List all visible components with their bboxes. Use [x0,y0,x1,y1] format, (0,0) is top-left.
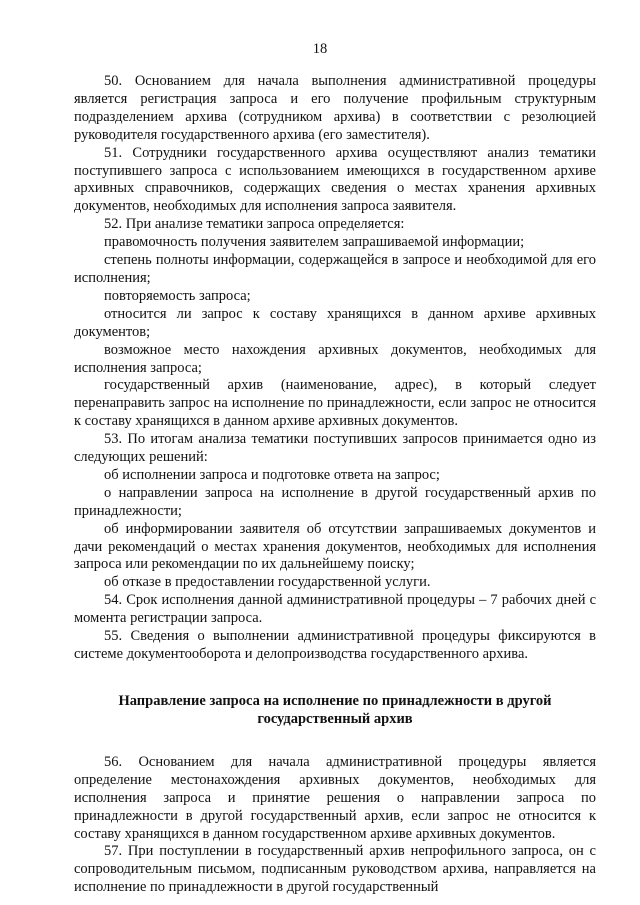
document-body [74,73,596,897]
list-item-53-2: о направлении запроса на исполнение в другой государственный архив по принадлежности; [74,484,596,519]
section-heading: Направление запроса на исполнение по принадлежности в другой государственный архив [118,692,552,727]
list-item-52-5: возможное место нахождения архивных документов, необходимых для исполнения запроса; [74,341,596,376]
list-item-52-6: государственный архив (наименование, адрес), в который следует перенаправить запрос на исполнение по принадлежности, если запрос не относится к составу хранящихся в данном архиве архивных документов. [74,377,596,430]
list-item-53-1: об исполнении запроса и подготовке ответа на запрос; [104,466,440,483]
paragraph-51: 51. Сотрудники государственного архива осуществляют анализ тематики поступившего запроса с использованием имеющихся в государственном архиве архивных справочников, содержащих сведения о местах хранения архивных документов, необходимых для исполнения запроса заявителя. [74,144,596,215]
list-item-52-2: степень полноты информации, содержащейся в запросе и необходимой для его исполнения; [74,252,596,286]
paragraph-53: 53. По итогам анализа тематики поступивших запросов принимается одно из следующих решений: [74,431,596,466]
list-item-52-1: правомочность получения заявителем запрашиваемой информации; [104,234,525,251]
list-item-53-3: об информировании заявителя об отсутствии запрашиваемых документов и дачи рекомендаций о местах хранения документов, необходимых для исполнения запроса или рекомендации по их дальнейшему поиску; [74,520,596,573]
paragraph-55: 55. Сведения о выполнении административной процедуры фиксируются в системе документооборота и делопроизводства государственного архива. [74,628,596,662]
page-number: 18 [312,41,328,57]
paragraph-50: 50. Основанием для начала выполнения административной процедуры является регистрация запроса и его получение профильным структурным подразделением архива (сотрудником архива) в соответствии с резолюцией руководителя государственного архива (его заместителя). [74,73,596,143]
list-item-52-4: относится ли запрос к составу хранящихся в данном архиве архивных документов; [74,305,596,340]
paragraph-56: 56. Основанием для начала административной процедуры является определение местонахождения архивных документов, необходимых для исполнения запроса и принятие решения о направлении запроса по принадлежности в другой государственный архив, если запрос не относится к составу хранящихся в данном государственном архиве архивных документов. [74,753,596,842]
list-item-53-4: об отказе в предоставлении государственной услуги. [104,574,431,591]
paragraph-52: 52. При анализе тематики запроса определяется: [104,216,405,233]
paragraph-54: 54. Срок исполнения данной административной процедуры – 7 рабочих дней с момента регистрации запроса. [74,592,596,627]
paragraph-57: 57. При поступлении в государственный архив непрофильного запроса, он с сопроводительным письмом, подписанным руководством архива, направляется на исполнение по принадлежности в другой государственный [74,843,596,896]
list-item-52-3: повторяемость запроса; [104,287,251,304]
